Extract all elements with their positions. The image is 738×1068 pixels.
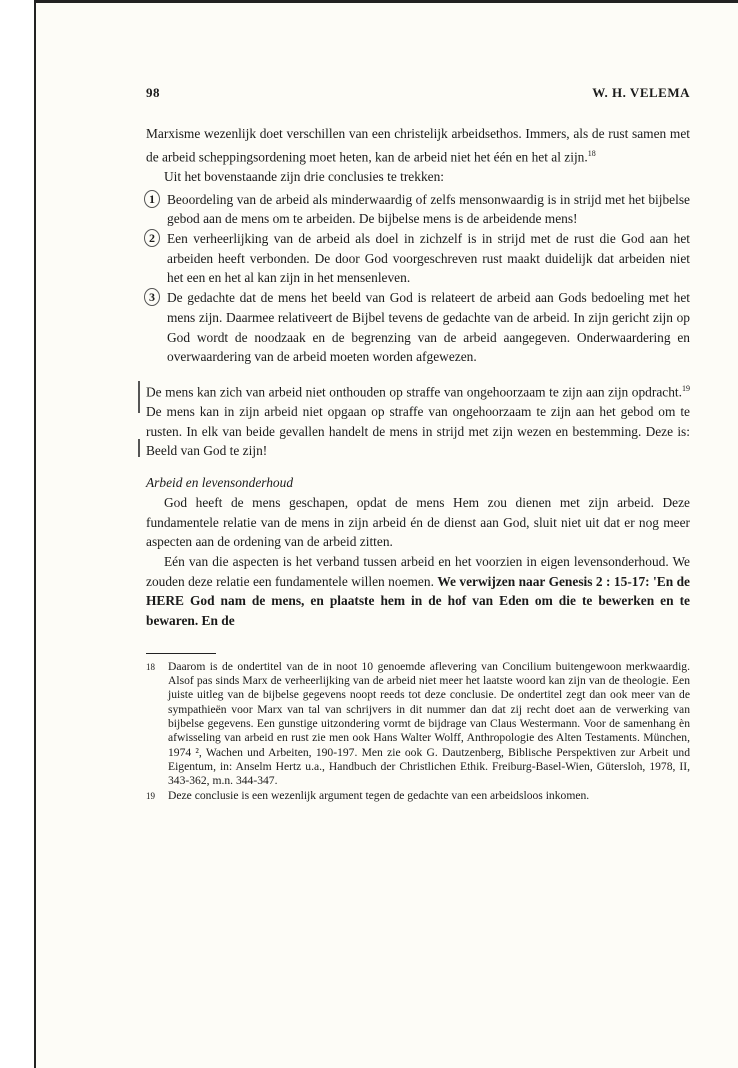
paragraph-3: De mens kan zich van arbeid niet onthouden op straffe van ongehoorzaam te zijn aan zijn opdracht.$^{19}$ De mens kan in zijn arbeid niet opgaan op straffe van ongehoorzaam te zijn aan het gebod om te rusten. In elk van beide gevallen handelt de mens in strijd met zijn wezen en bestemming. Deze is: Beeld van God te zijn! — [146, 379, 690, 461]
item-number-circle: 1 — [144, 190, 160, 208]
footnote-number: 19 — [146, 791, 155, 802]
footnote-18: 18 Daarom is de ondertitel van de in noot 10 genoemde aflevering van Concilium buitengewoon merkwaardig. Alsof pas sinds Marx de verheerlijking van de arbeid niet meer het laatste woord kan zijn van de theologie. Een juiste uitleg van de bijbelse gegevens noopt reeds tot deze conclusie. De ondertitel zegt dan ook meer van de sympathieën voor Marx van tal van schrijvers in dit nummer dan dat zij recht doet aan de verwerking van bijbelse gegevens. Een gunstige uitzondering vormt de bijdrage van Claus Westermann. Voor de samenhang èn afwisseling van arbeid en rust zie men ook Hans Walter Wolff, Anthropologie des Alten Testaments. München, 1974 ², Wachen und Arbeiten, 190-197. Men zie ook G. Dautzenberg, Biblische Perspektiven zur Arbeit und Eigentum, in: Anselm Hertz u.a., Handbuch der Christlichen Ethik. Freiburg-Basel-Wien, Gütersloh, 1978, II, 343-362, m.n. 344-347. — [146, 659, 690, 788]
paragraph-2: Uit het bovenstaande zijn drie conclusies te trekken: — [164, 168, 444, 184]
document-page — [34, 0, 738, 1068]
author-name: W. H. VELEMA — [592, 85, 690, 100]
conclusion-item-1: 1 Beoordeling van de arbeid als minderwaardig of zelfs mensonwaardig is in strijd met het bijbelse gebod aan de mens om te arbeiden. De bijbelse mens is de arbeidende mens! — [146, 190, 690, 229]
conclusion-item-2: 2 Een verheerlijking van de arbeid als doel in zichzelf is in strijd met de rust die God aan het arbeiden heeft verbonden. De door God voorgeschreven rust maakt duidelijk dat arbeiden niet het een en het al kan zijn in het mensenleven. — [146, 229, 690, 288]
footnote-separator — [146, 653, 216, 654]
paragraph-1: Marxisme wezenlijk doet verschillen van een christelijk arbeidsethos. Immers, als de rust samen met de arbeid scheppingsordening moet heten, kan de arbeid niet het één en het al zijn.$^{18}$ — [146, 126, 690, 165]
footnote-19: 19 Deze conclusie is een wezenlijk argument tegen de gedachte van een arbeidsloos inkomen. — [146, 789, 590, 803]
margin-mark — [138, 439, 140, 457]
section-heading: Arbeid en levensonderhoud — [146, 475, 294, 491]
page-number: 98 — [146, 85, 160, 100]
paragraph-5: Eén van die aspecten is het verband tussen arbeid en het voorzien in eigen levensonderhoud. We zouden deze relatie een fundamentele willen noemen. We verwijzen naar Genesis 2 : 15-17: 'En de HERE God nam de mens, en plaatste hem in de hof van Eden om die te bewerken en te bewaren. En de — [146, 554, 690, 629]
conclusion-item-3: 3 De gedachte dat de mens het beeld van God is relateert de arbeid aan Gods bedoeling met het mens zijn. Daarmee relativeert de Bijbel tevens de gedachte van de arbeid. In zijn gericht zijn op God wordt de noodzaak en de begrenzing van de arbeid aangegeven. Onderwaardering en overwaardering van de arbeid moeten worden afgewezen. — [146, 288, 690, 367]
item-number-circle: 2 — [144, 229, 160, 247]
paragraph-4: God heeft de mens geschapen, opdat de mens Hem zou dienen met zijn arbeid. Deze fundamentele relatie van de mens in zijn arbeid én de dienst aan God, sluit niet uit dat er nog meer aspecten aan de ordening van de arbeid zitten. — [146, 494, 690, 550]
footnote-ref-19: 19 — [682, 383, 690, 393]
footnote-number: 18 — [146, 661, 155, 672]
item-number-circle: 3 — [144, 288, 160, 306]
footnote-ref-18: 18 — [587, 148, 596, 158]
main-text — [146, 124, 690, 804]
margin-mark — [138, 381, 140, 413]
